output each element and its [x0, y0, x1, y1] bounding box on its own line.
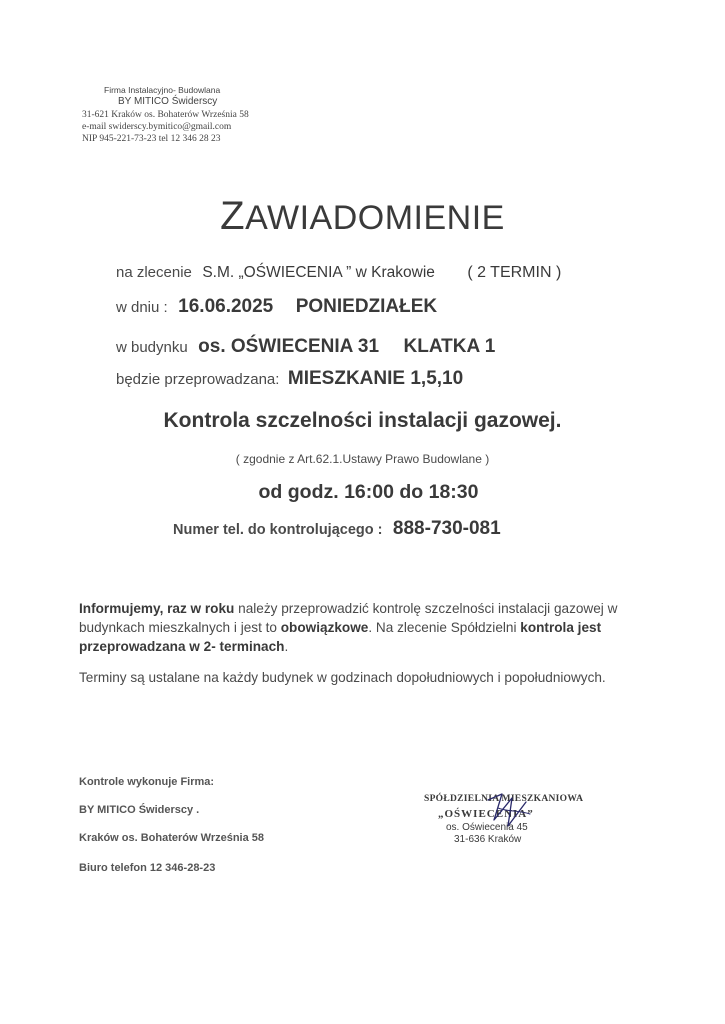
building-label: w budynku: [116, 339, 188, 356]
apartments-value: MIESZKANIE 1,5,10: [287, 368, 464, 389]
date-weekday: PONIEDZIAŁEK: [295, 296, 438, 317]
stamp-line-4: 31-636 Kraków: [454, 834, 522, 845]
inspector-phone-line: [173, 518, 501, 540]
inspection-subject: Kontrola szczelności instalacji gazowej.: [163, 409, 562, 432]
info-bold-terms: kontrola jest przeprowadzana w 2- terminach: [79, 620, 602, 654]
info-text-3: .: [284, 639, 289, 654]
building-staircase: KLATKA 1: [403, 336, 496, 357]
schedule-paragraph: Terminy są ustalane na każdy budynek w godzinach dopołudniowych i popołudniowych.: [79, 670, 606, 685]
footer-office-phone: Biuro telefon 12 346-28-23: [79, 862, 216, 874]
letterhead-email: e-mail swiderscy.bymitico@gmail.com: [82, 121, 232, 132]
order-line: [116, 264, 561, 282]
apartments-label: będzie przeprowadzana:: [116, 371, 280, 388]
handwritten-signature-icon: [468, 788, 558, 848]
legal-basis: ( zgodnie z Art.62.1.Ustawy Prawo Budowlane ): [235, 452, 490, 466]
date-line: [116, 296, 437, 318]
info-text-2: . Na zlecenie Spółdzielni: [368, 620, 521, 635]
date-value: 16.06.2025: [178, 296, 274, 317]
stamp-line-1: SPÓŁDZIELNIA MIESZKANIOWA: [424, 794, 584, 804]
building-line: [116, 336, 495, 358]
apartments-line: [116, 368, 463, 390]
letterhead-address: 31-621 Kraków os. Bohaterów Września 58: [82, 109, 249, 120]
date-label: w dniu :: [116, 299, 168, 316]
building-address: os. OŚWIECENIA 31: [198, 336, 380, 357]
title-first-letter: Z: [220, 194, 246, 238]
company-letterhead: [82, 84, 302, 145]
footer-company-name: BY MITICO Świderscy .: [79, 804, 200, 816]
info-paragraph: [79, 599, 639, 656]
letterhead-nip-phone: NIP 945-221-73-23 tel 12 346 28 23: [82, 134, 221, 145]
stamp-line-2: „OŚWIECENIA”: [438, 808, 534, 820]
cooperative-stamp: [408, 788, 608, 868]
title-rest: AWIADOMIENIE: [245, 199, 505, 237]
document-title: [0, 196, 725, 238]
info-text-1: należy przeprowadzić kontrolę szczelności instalacji gazowej w budynkach mieszkalnych i jest to: [79, 601, 618, 635]
order-label: na zlecenie: [116, 264, 192, 281]
order-client: S.M. „OŚWIECENIA ” w Krakowie: [202, 264, 435, 281]
order-term: ( 2 TERMIN ): [467, 264, 562, 281]
footer-company-address: Kraków os. Bohaterów Września 58: [79, 832, 265, 844]
letterhead-company-type: Firma Instalacyjno- Budowlana: [104, 85, 221, 95]
info-bold-intro: Informujemy, raz w roku: [79, 601, 235, 616]
stamp-line-3: os. Oświecenia 45: [446, 822, 528, 833]
footer-performed-by: Kontrole wykonuje Firma:: [79, 776, 215, 788]
letterhead-company-name: BY MITICO Świderscy: [118, 96, 218, 108]
info-bold-mandatory: obowiązkowe: [280, 620, 369, 635]
inspector-phone-number: 888-730-081: [392, 518, 501, 539]
inspection-hours: od godz. 16:00 do 18:30: [258, 481, 479, 503]
inspector-phone-label: Numer tel. do kontrolującego :: [173, 522, 383, 538]
